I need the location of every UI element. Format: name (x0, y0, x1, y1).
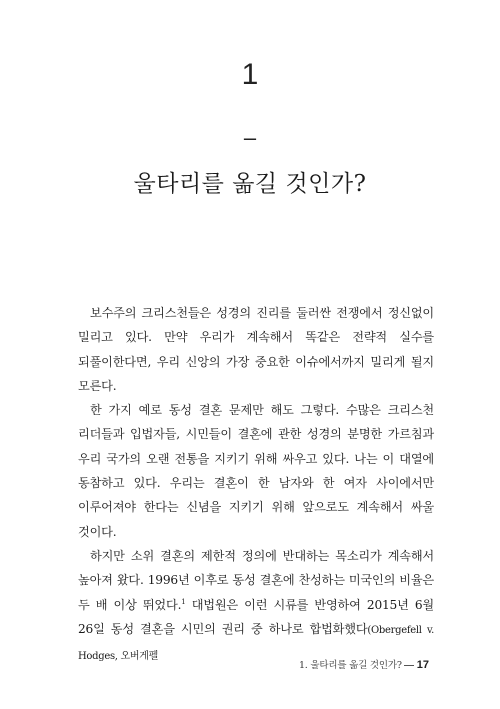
paragraph-2: 한 가지 예로 동성 결혼 문제만 해도 그렇다. 수많은 크리스천 리더들과 입법자들, 시민들이 결혼에 관한 성경의 분명한 가르침과 우리 국가의 오랜 전통을 지키기 위해 싸우고 있다. 나는 이 대열에 동참하고 있다. 우리는 결혼이 한 남자와 한 여자 사이에서만 이루어져야 한다는 신념을 지키기 위해 앞으로도 계속해서 싸울 것이다. (78, 403, 434, 539)
chapter-title: 울타리를 옮길 것인가? (133, 171, 367, 197)
footnote-marker[interactable]: 1 (181, 597, 186, 606)
page-footer (299, 657, 429, 671)
case-citation: (Obergefell v. Hodges, 오버게펠 (78, 624, 435, 663)
body-text (78, 301, 434, 669)
running-title: 1. 울타리를 옮길 것인가? (298, 660, 402, 671)
paragraph-3 (78, 544, 434, 669)
chapter-dash: – (243, 125, 257, 150)
paragraph-1: 보수주의 크리스천들은 성경의 진리를 둘러싼 전쟁에서 정신없이 밀리고 있다. 만약 우리가 계속해서 똑같은 전략적 실수를 되풀이한다면, 우리 신앙의 가장 중요한 이슈에서까지 밀리게 될지 모른다. (78, 306, 434, 393)
footer-separator (404, 665, 414, 666)
page-number: 17 (416, 659, 429, 671)
paragraph-3-text: 하지만 소위 결혼의 제한적 정의에 반대하는 목소리가 계속해서 높아져 왔다. 1996년 이후로 동성 결혼에 찬성하는 미국인의 비율은 두 배 이상 뛰었다. (78, 548, 434, 612)
chapter-number: 1 (241, 58, 259, 91)
paragraph-3-text-continued: 대법원은 이런 시류를 반영하여 2015년 6월 26일 동성 결혼을 시민의 권리 중 하나로 합법화했다 (78, 597, 434, 636)
